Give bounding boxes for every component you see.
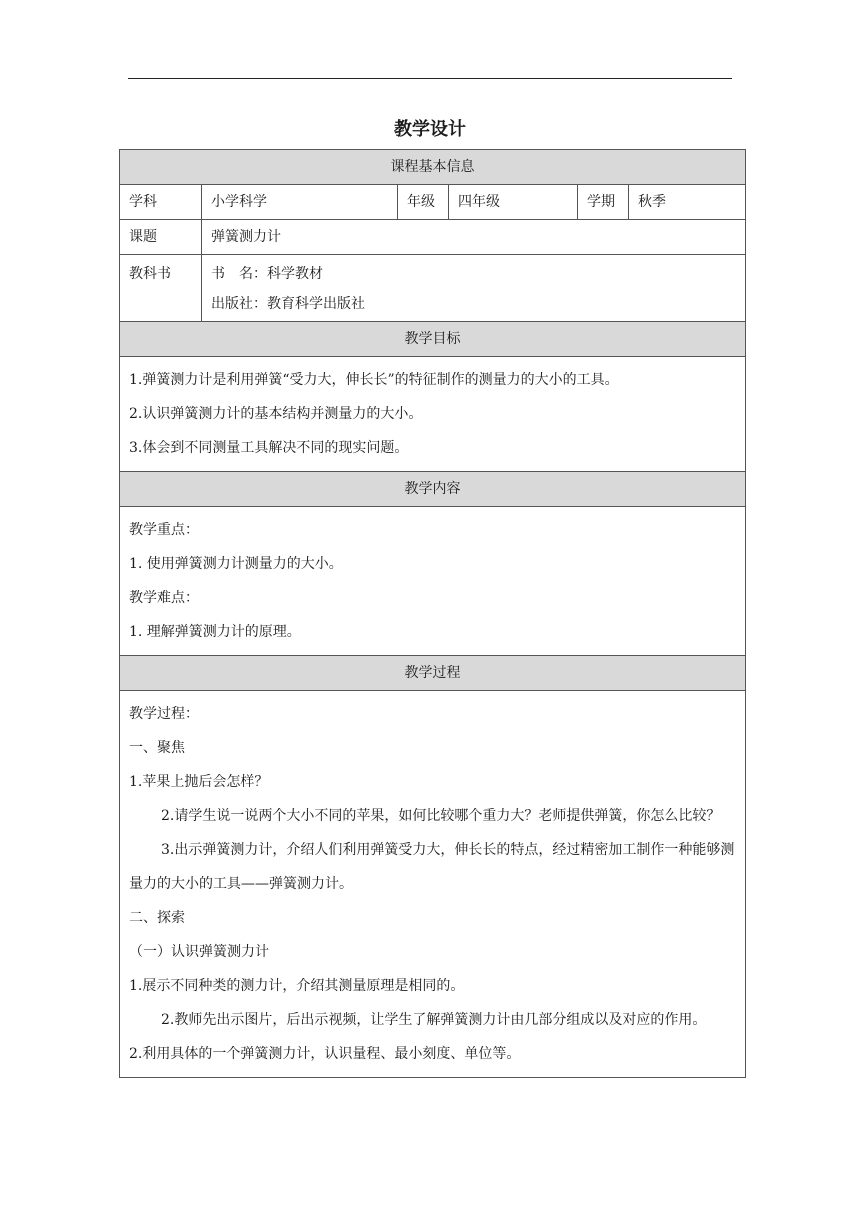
process-paragraph-text: 3.出示弹簧测力计，介绍人们利用弹簧受力大，伸长长的特点，经过精密加工制作一种能够测量力的大小的工具——弹簧测力计。 — [129, 842, 735, 892]
textbook-label: 教科书 — [120, 255, 202, 322]
process-body — [120, 691, 746, 1078]
header-rule — [128, 78, 732, 79]
process-paragraph-text: 2.请学生说一说两个大小不同的苹果，如何比较哪个重力大？老师提供弹簧，你怎么比较？ — [161, 808, 721, 824]
goal-item: 1.弹簧测力计是利用弹簧“受力大，伸长长”的特征制作的测量力的大小的工具。 — [129, 372, 619, 388]
key-point-item: 1. 使用弹簧测力计测量力的大小。 — [129, 556, 343, 572]
difficulty-label: 教学难点： — [129, 590, 199, 606]
term-label: 学期 — [578, 185, 629, 220]
grade-value: 四年级 — [449, 185, 578, 220]
content-body — [120, 507, 746, 656]
document-title: 教学设计 — [394, 119, 466, 140]
process-paragraph — [129, 833, 737, 901]
goals-body — [120, 357, 746, 472]
goal-item: 2.认识弹簧测力计的基本结构并测量力的大小。 — [129, 406, 423, 422]
grade-label: 年级 — [398, 185, 449, 220]
term-value: 秋季 — [629, 185, 746, 220]
book-name: 书 名：科学教材 — [211, 266, 323, 282]
process-paragraph: 1.展示不同种类的测力计，介绍其测量原理是相同的。 — [129, 978, 465, 994]
section-basic-info: 课程基本信息 — [120, 150, 746, 185]
process-paragraph — [129, 799, 737, 833]
process-section-explore: 二、探索 — [129, 910, 185, 926]
process-subsection: （一）认识弹簧测力计 — [129, 944, 269, 960]
subject-label: 学科 — [120, 185, 202, 220]
section-goals: 教学目标 — [120, 322, 746, 357]
goal-item: 3.体会到不同测量工具解决不同的现实问题。 — [129, 440, 409, 456]
key-points-label: 教学重点： — [129, 522, 199, 538]
section-content: 教学内容 — [120, 472, 746, 507]
process-section-focus: 一、聚焦 — [129, 740, 185, 756]
textbook-info — [202, 255, 746, 322]
process-paragraph: 2.利用具体的一个弹簧测力计，认识量程、最小刻度、单位等。 — [129, 1046, 521, 1062]
section-process: 教学过程 — [120, 656, 746, 691]
difficulty-item: 1. 理解弹簧测力计的原理。 — [129, 624, 301, 640]
process-paragraph: 1.苹果上抛后会怎样？ — [129, 774, 269, 790]
process-paragraph-text: 2.教师先出示图片，后出示视频，让学生了解弹簧测力计由几部分组成以及对应的作用。 — [161, 1012, 707, 1028]
process-paragraph — [129, 1003, 737, 1037]
subject-value: 小学科学 — [202, 185, 398, 220]
process-label: 教学过程： — [129, 706, 199, 722]
lesson-plan-table — [119, 149, 746, 1078]
topic-label: 课题 — [120, 220, 202, 255]
publisher: 出版社：教育科学出版社 — [211, 296, 365, 312]
topic-value: 弹簧测力计 — [202, 220, 746, 255]
